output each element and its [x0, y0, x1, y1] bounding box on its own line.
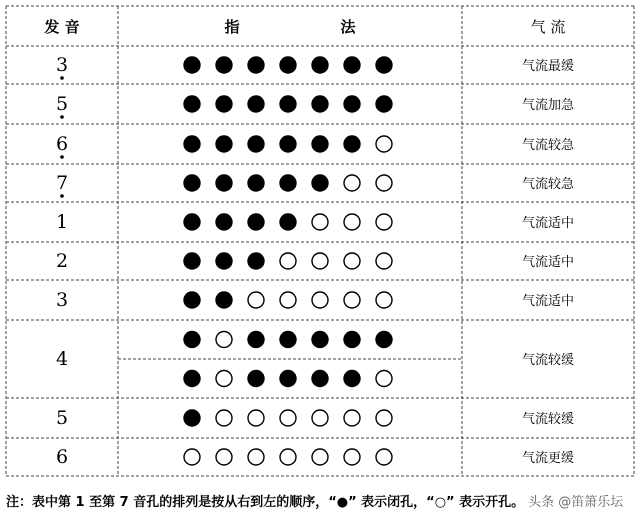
closed-hole-icon	[280, 214, 296, 230]
closed-hole-icon	[184, 332, 200, 348]
open-hole-icon	[280, 253, 296, 269]
header-airflow: 气 流	[530, 18, 566, 36]
closed-hole-icon	[248, 136, 264, 152]
closed-hole-icon	[312, 96, 328, 112]
airflow-label: 气流较急	[521, 177, 575, 192]
open-hole-icon	[312, 214, 328, 230]
closed-hole-icon	[344, 371, 360, 387]
open-hole-icon	[280, 410, 296, 426]
closed-hole-icon	[216, 96, 232, 112]
low-octave-dot-icon	[60, 194, 64, 198]
open-hole-icon	[344, 410, 360, 426]
note-number: 4	[55, 348, 69, 370]
airflow-label: 气流更缓	[521, 451, 575, 466]
note-number: 2	[55, 250, 69, 272]
open-hole-icon	[280, 449, 296, 465]
closed-hole-icon	[184, 371, 200, 387]
airflow-label: 气流最缓	[521, 59, 575, 74]
closed-hole-icon	[248, 371, 264, 387]
open-hole-icon	[216, 371, 232, 387]
open-hole-icon	[376, 253, 392, 269]
closed-hole-icon	[280, 175, 296, 191]
closed-hole-icon	[248, 96, 264, 112]
closed-hole-icon	[344, 96, 360, 112]
open-hole-icon	[376, 371, 392, 387]
open-hole-icon	[344, 449, 360, 465]
airflow-label: 气流较缓	[521, 353, 575, 368]
closed-hole-icon	[248, 332, 264, 348]
note-number: 3	[55, 289, 69, 311]
open-hole-icon	[216, 332, 232, 348]
open-hole-icon	[376, 292, 392, 308]
open-hole-icon	[376, 410, 392, 426]
closed-hole-icon	[280, 57, 296, 73]
airflow-label: 气流适中	[521, 255, 575, 270]
note-number: 1	[55, 211, 69, 233]
closed-hole-icon	[280, 371, 296, 387]
open-hole-icon	[216, 449, 232, 465]
closed-hole-icon	[184, 96, 200, 112]
airflow-label: 气流适中	[521, 294, 575, 309]
open-hole-icon	[248, 449, 264, 465]
closed-hole-icon	[184, 214, 200, 230]
closed-hole-icon	[280, 136, 296, 152]
open-hole-icon	[184, 449, 200, 465]
closed-hole-icon	[312, 57, 328, 73]
note-number: 5	[55, 407, 69, 429]
note-number: 6	[55, 446, 69, 468]
open-hole-icon	[280, 292, 296, 308]
open-hole-icon	[312, 292, 328, 308]
header-note: 发 音	[44, 18, 80, 36]
closed-hole-icon	[184, 175, 200, 191]
open-hole-icon	[344, 292, 360, 308]
note-number: 5	[55, 93, 69, 115]
closed-hole-icon	[312, 371, 328, 387]
closed-hole-icon	[216, 136, 232, 152]
header-fingering-left: 指	[224, 18, 240, 36]
closed-hole-icon	[312, 136, 328, 152]
closed-hole-icon	[376, 96, 392, 112]
footnote	[6, 488, 634, 518]
closed-hole-icon	[248, 214, 264, 230]
note-number: 3	[55, 54, 69, 76]
airflow-label: 气流较缓	[521, 412, 575, 427]
closed-hole-icon	[248, 253, 264, 269]
open-hole-icon	[376, 175, 392, 191]
closed-hole-icon	[312, 332, 328, 348]
closed-hole-icon	[344, 136, 360, 152]
closed-hole-icon	[376, 332, 392, 348]
closed-hole-icon	[184, 253, 200, 269]
low-octave-dot-icon	[60, 115, 64, 119]
open-hole-icon	[248, 292, 264, 308]
watermark: 头条 @笛箫乐坛	[528, 495, 624, 510]
closed-hole-icon	[248, 175, 264, 191]
closed-hole-icon	[248, 57, 264, 73]
closed-hole-icon	[344, 57, 360, 73]
note-number: 7	[55, 172, 69, 194]
open-hole-icon	[312, 253, 328, 269]
closed-hole-icon	[216, 57, 232, 73]
closed-hole-icon	[376, 57, 392, 73]
header-fingering-right: 法	[340, 18, 356, 36]
airflow-label: 气流加急	[521, 98, 575, 113]
closed-hole-icon	[312, 175, 328, 191]
footnote-text: 注：表中第 1 至第 7 音孔的排列是按从右到左的顺序，“●” 表示闭孔，“○” 表示开孔。	[6, 495, 525, 510]
open-hole-icon	[216, 410, 232, 426]
open-hole-icon	[376, 214, 392, 230]
closed-hole-icon	[216, 175, 232, 191]
closed-hole-icon	[216, 214, 232, 230]
airflow-label: 气流适中	[521, 216, 575, 231]
closed-hole-icon	[184, 136, 200, 152]
low-octave-dot-icon	[60, 155, 64, 159]
closed-hole-icon	[216, 292, 232, 308]
open-hole-icon	[344, 214, 360, 230]
closed-hole-icon	[280, 96, 296, 112]
closed-hole-icon	[216, 253, 232, 269]
low-octave-dot-icon	[60, 76, 64, 80]
open-hole-icon	[248, 410, 264, 426]
closed-hole-icon	[184, 410, 200, 426]
closed-hole-icon	[184, 57, 200, 73]
open-hole-icon	[376, 449, 392, 465]
airflow-label: 气流较急	[521, 138, 575, 153]
closed-hole-icon	[344, 332, 360, 348]
open-hole-icon	[344, 253, 360, 269]
open-hole-icon	[312, 410, 328, 426]
note-number: 6	[55, 133, 69, 155]
closed-hole-icon	[280, 332, 296, 348]
closed-hole-icon	[184, 292, 200, 308]
open-hole-icon	[344, 175, 360, 191]
open-hole-icon	[376, 136, 392, 152]
open-hole-icon	[312, 449, 328, 465]
